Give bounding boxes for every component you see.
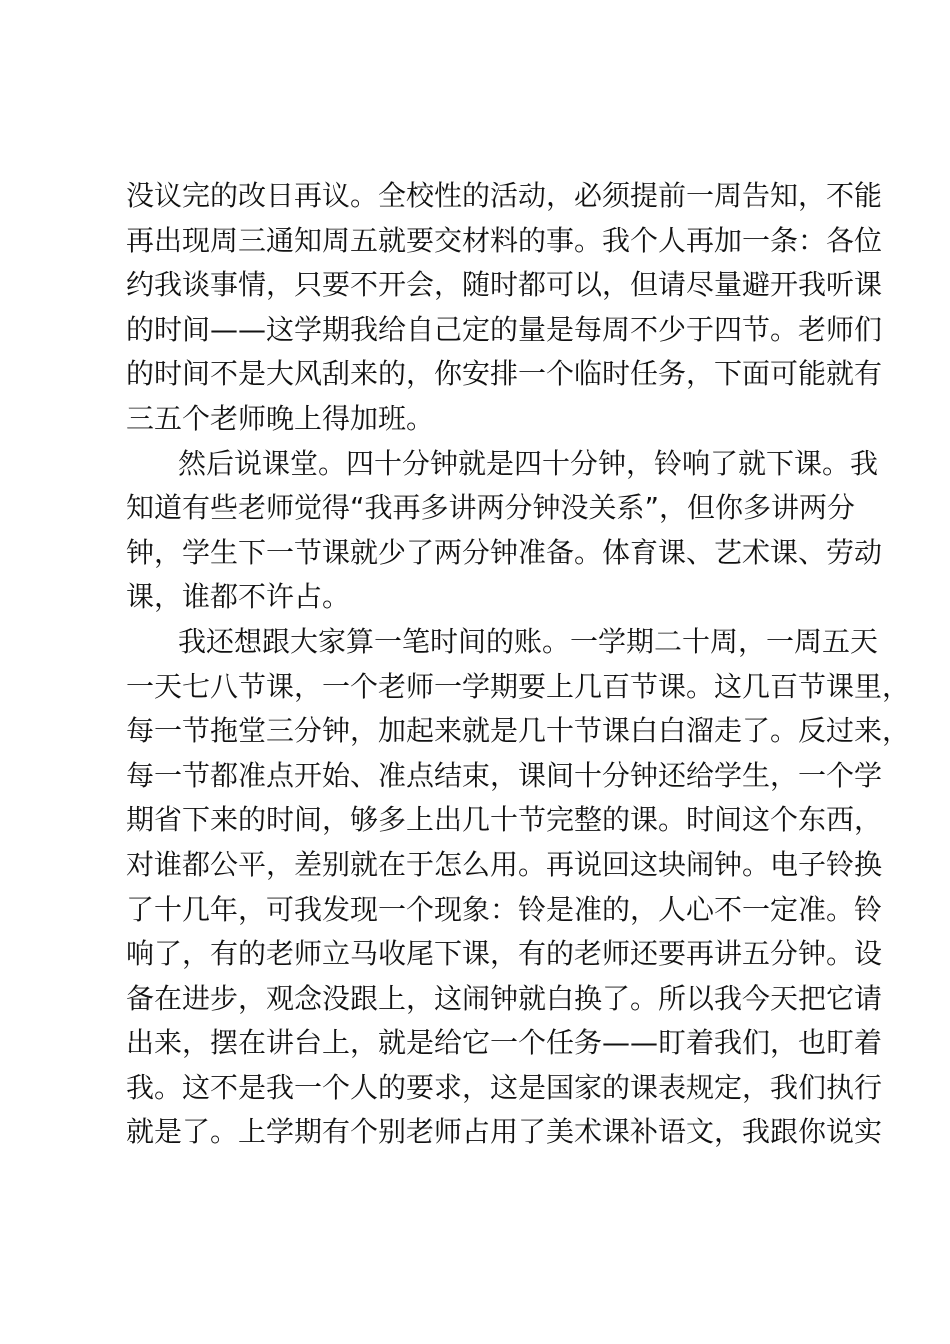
text-line: 的时间不是大风刮来的，你安排一个临时任务，下面可能就有 xyxy=(126,357,883,391)
text-line: 我。这不是我一个人的要求，这是国家的课表规定，我们执行 xyxy=(126,1070,883,1104)
text-line: 三五个老师晚上得加班。 xyxy=(126,401,435,435)
text-line: 知道有些老师觉得“我再多讲两分钟没关系”，但你多讲两分 xyxy=(126,491,856,525)
text-line: 备在进步，观念没跟上，这闹钟就白换了。所以我今天把它请 xyxy=(126,981,883,1015)
text-line: 期省下来的时间，够多上出几十节完整的课。时间这个东西， xyxy=(126,803,883,837)
body-text xyxy=(126,174,911,1155)
text-line: 一天七八节课，一个老师一学期要上几百节课。这几百节课里， xyxy=(126,669,911,703)
text-line: 再出现周三通知周五就要交材料的事。我个人再加一条：各位 xyxy=(126,223,883,257)
paragraph-start-line: 我还想跟大家算一笔时间的账。一学期二十周，一周五天 xyxy=(178,624,879,658)
text-line: 出来，摆在讲台上，就是给它一个任务——盯着我们，也盯着 xyxy=(126,1026,883,1060)
text-line: 就是了。上学期有个别老师占用了美术课补语文，我跟你说实 xyxy=(126,1115,883,1149)
text-line: 每一节都准点开始、准点结束，课间十分钟还给学生，一个学 xyxy=(126,758,883,792)
text-line: 响了，有的老师立马收尾下课，有的老师还要再讲五分钟。设 xyxy=(126,937,883,971)
text-line: 每一节拖堂三分钟，加起来就是几十节课白白溜走了。反过来， xyxy=(126,714,911,748)
text-line: 的时间——这学期我给自己定的量是每周不少于四节。老师们 xyxy=(126,312,883,346)
text-line: 没议完的改日再议。全校性的活动，必须提前一周告知，不能 xyxy=(126,179,883,212)
text-line: 了十几年，可我发现一个现象：铃是准的，人心不一定准。铃 xyxy=(126,892,883,926)
paragraph-start-line: 然后说课堂。四十分钟就是四十分钟，铃响了就下课。我 xyxy=(178,446,879,480)
text-line: 约我谈事情，只要不开会，随时都可以，但请尽量避开我听课 xyxy=(126,268,883,302)
text-line: 对谁都公平，差别就在于怎么用。再说回这块闹钟。电子铃换 xyxy=(126,847,883,881)
text-line: 钟，学生下一节课就少了两分钟准备。体育课、艺术课、劳动 xyxy=(126,535,883,569)
text-line: 课，谁都不许占。 xyxy=(126,580,351,614)
